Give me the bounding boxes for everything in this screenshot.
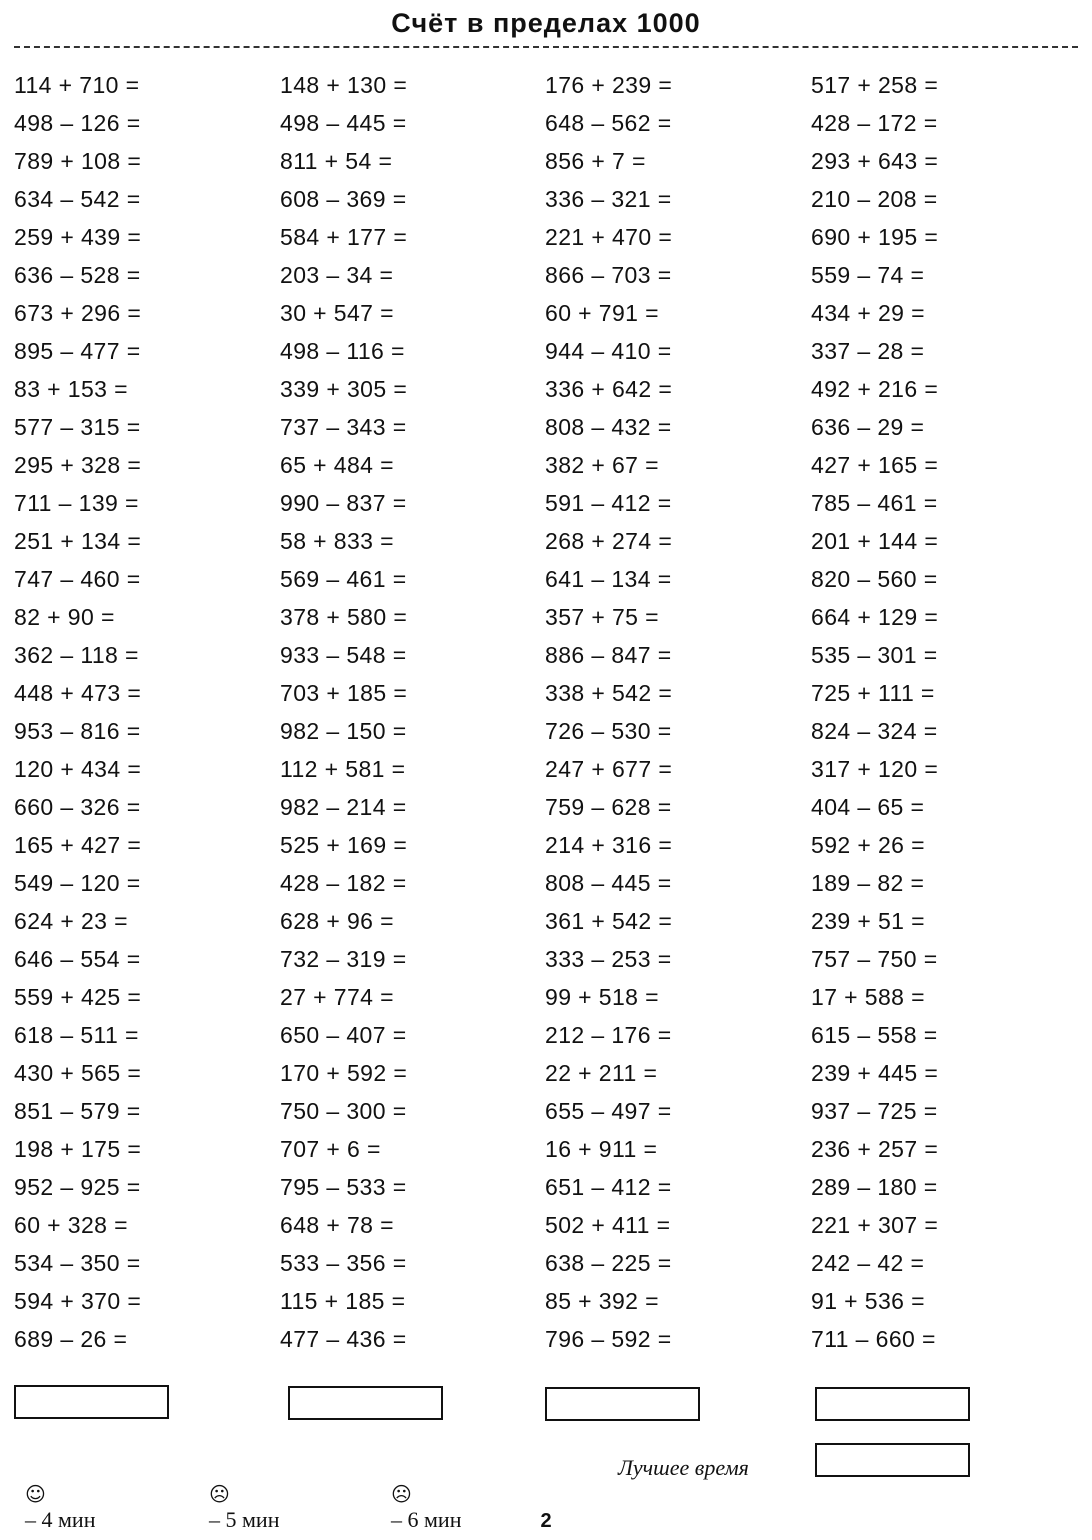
exercise-item: 737 – 343 = [280,414,407,440]
exercise-item: 357 + 75 = [545,604,659,630]
exercise-item: 646 – 554 = [14,946,141,972]
exercise-item: 785 – 461 = [811,490,938,516]
exercise-item: 651 – 412 = [545,1174,672,1200]
exercise-item: 624 + 23 = [14,908,128,934]
exercise-item: 650 – 407 = [280,1022,407,1048]
exercise-item: 221 + 470 = [545,224,673,250]
exercise-item: 534 – 350 = [14,1250,141,1276]
exercise-item: 27 + 774 = [280,984,394,1010]
exercise-item: 634 – 542 = [14,186,141,212]
exercise-item: 944 – 410 = [545,338,672,364]
exercise-item: 618 – 511 = [14,1022,139,1048]
exercise-item: 982 – 150 = [280,718,407,744]
exercise-item: 628 + 96 = [280,908,394,934]
exercise-item: 933 – 548 = [280,642,407,668]
exercise-item: 615 – 558 = [811,1022,938,1048]
exercise-item: 22 + 211 = [545,1060,658,1086]
exercise-item: 82 + 90 = [14,604,115,630]
page-number: 2 [540,1510,552,1532]
exercise-item: 221 + 307 = [811,1212,939,1238]
exercise-item: 176 + 239 = [545,72,673,98]
exercise-item: 362 – 118 = [14,642,139,668]
exercise-item: 317 + 120 = [811,756,939,782]
exercise-item: 990 – 837 = [280,490,407,516]
exercise-item: 404 – 65 = [811,794,925,820]
exercise-item: 747 – 460 = [14,566,141,592]
exercise-item: 83 + 153 = [14,376,128,402]
exercise-item: 268 + 274 = [545,528,673,554]
exercise-item: 16 + 911 = [545,1136,658,1162]
exercise-item: 594 + 370 = [14,1288,142,1314]
exercise-item: 170 + 592 = [280,1060,408,1086]
exercise-item: 99 + 518 = [545,984,659,1010]
exercise-item: 636 – 528 = [14,262,141,288]
exercise-item: 30 + 547 = [280,300,394,326]
sad-face-icon: ☹ [391,1482,412,1506]
exercise-item: 58 + 833 = [280,528,394,554]
exercise-item: 60 + 791 = [545,300,659,326]
exercise-item: 115 + 185 = [280,1288,406,1314]
exercise-item: 808 – 432 = [545,414,672,440]
exercise-item: 608 – 369 = [280,186,407,212]
exercise-item: 295 + 328 = [14,452,142,478]
exercise-item: 477 – 436 = [280,1326,407,1352]
exercise-item: 120 + 434 = [14,756,142,782]
exercise-item: 559 + 425 = [14,984,142,1010]
exercise-item: 236 + 257 = [811,1136,939,1162]
exercise-item: 707 + 6 = [280,1136,381,1162]
exercise-item: 808 – 445 = [545,870,672,896]
exercise-item: 525 + 169 = [280,832,408,858]
exercise-item: 60 + 328 = [14,1212,128,1238]
exercise-item: 711 – 139 = [14,490,139,516]
exercise-item: 577 – 315 = [14,414,141,440]
best-time-label: Лучшее время [618,1455,749,1480]
exercise-item: 148 + 130 = [280,72,408,98]
dashed-divider [14,46,1078,48]
exercise-item: 336 + 642 = [545,376,673,402]
exercise-item: 502 + 411 = [545,1212,671,1238]
timing-neutral-text: – 5 мин [209,1507,280,1532]
answer-box-column-1[interactable] [14,1385,169,1419]
best-time-box[interactable] [815,1443,970,1477]
exercise-item: 796 – 592 = [545,1326,672,1352]
exercise-item: 549 – 120 = [14,870,141,896]
exercise-item: 378 + 580 = [280,604,408,630]
exercise-item: 91 + 536 = [811,1288,925,1314]
exercise-item: 498 – 126 = [14,110,141,136]
exercise-item: 293 + 643 = [811,148,939,174]
exercise-item: 198 + 175 = [14,1136,142,1162]
exercise-item: 85 + 392 = [545,1288,659,1314]
exercise-item: 636 – 29 = [811,414,925,440]
exercise-column-2 [280,66,407,1358]
page-title: Счёт в пределах 1000 [391,8,701,38]
exercise-item: 210 – 208 = [811,186,938,212]
exercise-item: 535 – 301 = [811,642,938,668]
exercise-item: 112 + 581 = [280,756,406,782]
exercise-item: 648 + 78 = [280,1212,394,1238]
exercise-item: 725 + 111 = [811,680,935,706]
exercise-item: 428 – 172 = [811,110,938,136]
exercise-item: 937 – 725 = [811,1098,938,1124]
exercise-item: 434 + 29 = [811,300,925,326]
exercise-item: 333 – 253 = [545,946,672,972]
exercise-item: 750 – 300 = [280,1098,407,1124]
exercise-item: 866 – 703 = [545,262,672,288]
exercise-item: 638 – 225 = [545,1250,672,1276]
exercise-item: 811 + 54 = [280,148,393,174]
exercise-item: 17 + 588 = [811,984,925,1010]
answer-box-column-3[interactable] [545,1387,700,1421]
exercise-item: 757 – 750 = [811,946,938,972]
timing-happy-text: – 4 мин [25,1507,96,1532]
exercise-item: 242 – 42 = [811,1250,925,1276]
exercise-item: 201 + 144 = [811,528,939,554]
exercise-item: 648 – 562 = [545,110,672,136]
neutral-face-icon: ☹ [209,1482,230,1506]
exercise-item: 251 + 134 = [14,528,142,554]
exercise-item: 498 – 445 = [280,110,407,136]
exercise-item: 165 + 427 = [14,832,142,858]
exercise-item: 259 + 439 = [14,224,142,250]
exercise-item: 953 – 816 = [14,718,141,744]
exercise-item: 214 + 316 = [545,832,673,858]
exercise-item: 339 + 305 = [280,376,408,402]
exercise-item: 982 – 214 = [280,794,407,820]
exercise-item: 789 + 108 = [14,148,142,174]
exercise-item: 533 – 356 = [280,1250,407,1276]
exercise-item: 820 – 560 = [811,566,938,592]
exercise-item: 247 + 677 = [545,756,673,782]
exercise-item: 664 + 129 = [811,604,939,630]
answer-box-column-2[interactable] [288,1386,443,1420]
exercise-item: 584 + 177 = [280,224,408,250]
exercise-item: 569 – 461 = [280,566,407,592]
exercise-item: 65 + 484 = [280,452,394,478]
smiling-face-icon: ☺ [25,1482,46,1506]
exercise-item: 689 – 26 = [14,1326,128,1352]
exercise-item: 492 + 216 = [811,376,939,402]
exercise-item: 591 – 412 = [545,490,672,516]
exercise-item: 851 – 579 = [14,1098,141,1124]
exercise-item: 114 + 710 = [14,72,140,98]
exercise-item: 338 + 542 = [545,680,673,706]
exercise-item: 559 – 74 = [811,262,925,288]
exercise-item: 660 – 326 = [14,794,141,820]
exercise-item: 203 – 34 = [280,262,394,288]
exercise-item: 592 + 26 = [811,832,925,858]
exercise-item: 690 + 195 = [811,224,939,250]
exercise-item: 673 + 296 = [14,300,142,326]
exercise-item: 189 – 82 = [811,870,925,896]
exercise-column-1 [14,66,141,1358]
exercise-item: 895 – 477 = [14,338,141,364]
exercise-item: 212 – 176 = [545,1022,672,1048]
exercise-item: 336 – 321 = [545,186,672,212]
exercise-item: 759 – 628 = [545,794,672,820]
exercise-item: 289 – 180 = [811,1174,938,1200]
exercise-item: 382 + 67 = [545,452,659,478]
exercise-item: 517 + 258 = [811,72,939,98]
exercise-item: 337 – 28 = [811,338,925,364]
exercise-item: 711 – 660 = [811,1326,936,1352]
exercise-item: 856 + 7 = [545,148,646,174]
exercise-item: 498 – 116 = [280,338,405,364]
exercise-item: 952 – 925 = [14,1174,141,1200]
exercise-item: 703 + 185 = [280,680,408,706]
exercise-item: 795 – 533 = [280,1174,407,1200]
exercise-item: 427 + 165 = [811,452,939,478]
exercise-column-4 [811,66,938,1358]
exercise-item: 428 – 182 = [280,870,407,896]
exercise-item: 732 – 319 = [280,946,407,972]
exercise-item: 239 + 51 = [811,908,925,934]
exercise-column-3 [545,66,672,1358]
exercise-item: 641 – 134 = [545,566,672,592]
exercise-item: 824 – 324 = [811,718,938,744]
exercise-item: 430 + 565 = [14,1060,142,1086]
timing-sad-text: – 6 мин [391,1507,462,1532]
exercise-item: 886 – 847 = [545,642,672,668]
answer-box-column-4[interactable] [815,1387,970,1421]
exercise-item: 726 – 530 = [545,718,672,744]
exercise-item: 361 + 542 = [545,908,673,934]
exercise-item: 239 + 445 = [811,1060,939,1086]
exercise-item: 448 + 473 = [14,680,142,706]
exercise-item: 655 – 497 = [545,1098,672,1124]
